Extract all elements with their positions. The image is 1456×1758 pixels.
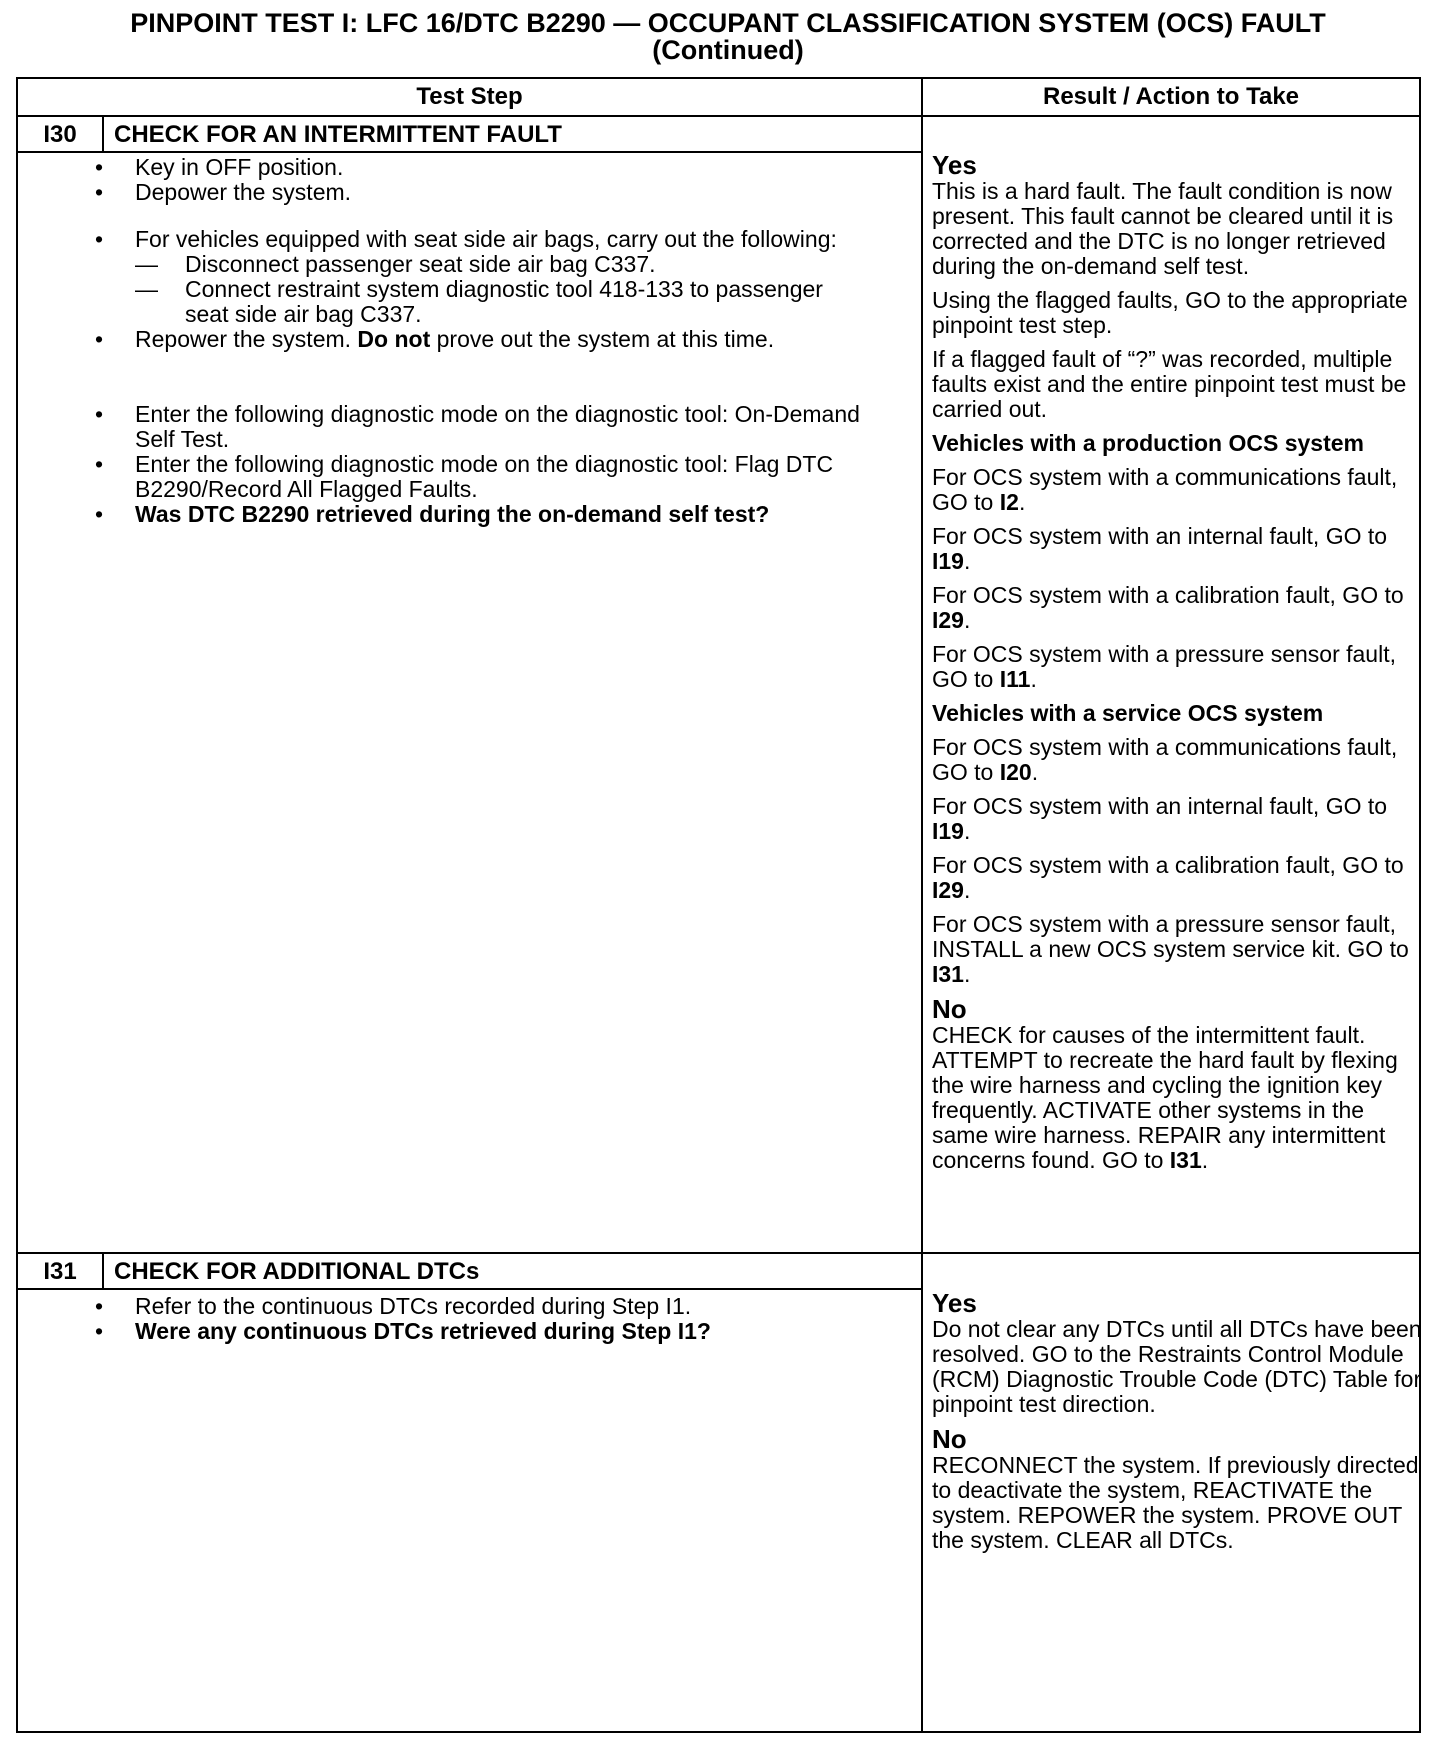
list-item-question: • Were any continuous DTCs retrieved during Step I1?	[95, 1318, 711, 1344]
flagged-text: Using the flagged faults, GO to the appropriate pinpoint test step.	[932, 287, 1408, 338]
step-number-i31: I31	[43, 1258, 77, 1285]
question-text: If a flagged fault of “?” was recorded, multiple faults exist and the entire pinpoint test must be carried out.	[932, 346, 1407, 422]
result-item: For OCS system with a communications fault, GO to I20.	[932, 734, 1398, 785]
column-header-test-step: Test Step	[416, 83, 523, 110]
list-item: • Refer to the continuous DTCs recorded during Step I1.	[95, 1293, 692, 1319]
page-title	[0, 10, 1456, 64]
step-number-i30: I30	[43, 121, 77, 148]
list-item: • Key in OFF position.	[95, 154, 344, 180]
yes-label: Yes	[932, 150, 977, 180]
column-divider	[921, 79, 923, 1731]
i30-steps	[95, 155, 865, 527]
list-item: • Enter the following diagnostic mode on the diagnostic tool: On-Demand Self Test.	[95, 401, 860, 452]
sub-list-item: — Connect restraint system diagnostic tool 418-133 to passenger seat side air bag C337.	[135, 276, 823, 327]
result-item: For OCS system with a calibration fault, GO to I29.	[932, 582, 1404, 633]
yes-text: This is a hard fault. The fault condition is now present. This fault cannot be cleared until it is corrected and the DTC is no longer retrieved during the on-demand self test.	[932, 178, 1394, 279]
service-heading: Vehicles with a service OCS system	[932, 700, 1324, 726]
i31-title-divider	[18, 1288, 921, 1290]
header-divider	[18, 115, 1419, 117]
no-label: No	[932, 994, 967, 1024]
no-text: RECONNECT the system. If previously directed to deactivate the system, REACTIVATE the system. REPOWER the system. PROVE OUT the system. CLEAR all DTCs.	[932, 1452, 1419, 1553]
list-item: • Repower the system. Do not prove out the system at this time.	[95, 326, 775, 352]
step-title-i31: CHECK FOR ADDITIONAL DTCs	[114, 1258, 480, 1285]
title-line-2: (Continued)	[652, 35, 804, 65]
result-item: For OCS system with a calibration fault, GO to I29.	[932, 852, 1404, 903]
result-item: For OCS system with a communications fault, GO to I2.	[932, 464, 1398, 515]
i31-num-divider	[102, 1252, 104, 1288]
yes-label: Yes	[932, 1288, 977, 1318]
i30-title-divider	[18, 151, 921, 153]
list-item: • For vehicles equipped with seat side air bags, carry out the following:	[95, 226, 837, 252]
production-heading: Vehicles with a production OCS system	[932, 430, 1365, 456]
yes-text: Do not clear any DTCs until all DTCs have been resolved. GO to the Restraints Control Module (RCM) Diagnostic Trouble Code (DTC) Table for pinpoint test direction.	[932, 1316, 1422, 1417]
sub-list-item: — Disconnect passenger seat side air bag C337.	[135, 251, 656, 277]
result-item: For OCS system with a pressure sensor fault, INSTALL a new OCS system service kit. GO to I31.	[932, 911, 1409, 987]
no-label: No	[932, 1424, 967, 1454]
i30-results	[932, 152, 1422, 1182]
column-header-result: Result / Action to Take	[1042, 83, 1300, 110]
no-text: CHECK for causes of the intermittent fault. ATTEMPT to recreate the hard fault by flexing the wire harness and cycling the ignition key frequently. ACTIVATE other systems in the same wire harness. REPAIR any intermittent concerns found. GO to I31.	[932, 1022, 1398, 1173]
list-item: • Depower the system.	[95, 179, 352, 205]
i30-num-divider	[102, 115, 104, 151]
list-item-question: • Was DTC B2290 retrieved during the on-demand self test?	[95, 501, 770, 527]
result-item: For OCS system with an internal fault, GO to I19.	[932, 793, 1388, 844]
step-divider	[18, 1252, 1419, 1254]
title-line-1: PINPOINT TEST I: LFC 16/DTC B2290 — OCCUPANT CLASSIFICATION SYSTEM (OCS) FAULT	[130, 8, 1326, 38]
result-item: For OCS system with an internal fault, GO to I19.	[932, 523, 1388, 574]
i31-results	[932, 1290, 1422, 1562]
list-item: • Enter the following diagnostic mode on the diagnostic tool: Flag DTC B2290/Record All Flagged Faults.	[95, 451, 834, 502]
step-title-i30: CHECK FOR AN INTERMITTENT FAULT	[114, 121, 562, 148]
i31-steps	[95, 1294, 865, 1344]
result-item: For OCS system with a pressure sensor fault, GO to I11.	[932, 641, 1396, 692]
